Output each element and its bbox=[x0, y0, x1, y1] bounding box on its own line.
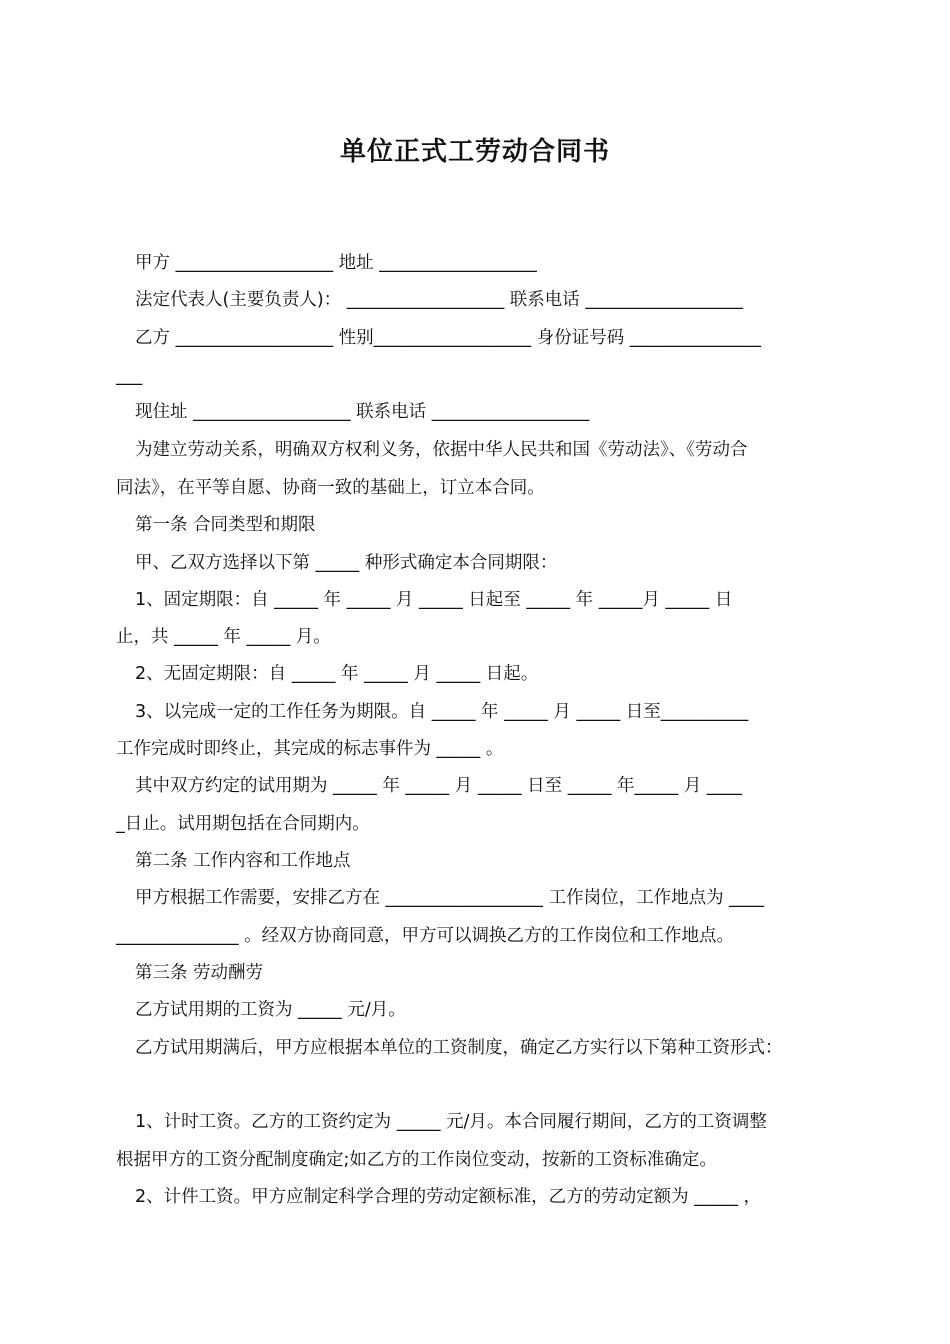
time-wage-line-2: 根据甲方的工资分配制度确定;如乙方的工作岗位变动，按新的工资标准确定。 bbox=[116, 1150, 717, 1170]
task-term-line-1: 3、以完成一定的工作任务为期限。自 _____ 年 _____ 月 _____ 日至__________ bbox=[135, 702, 749, 722]
fixed-term-line-2: 止，共 _____ 年 _____ 月。 bbox=[116, 627, 331, 647]
address-line: 现住址 __________________ 联系电话 __________________ bbox=[135, 402, 590, 422]
workplace-line-2: ______________ 。经双方协商同意，甲方可以调换乙方的工作岗位和工作地点。 bbox=[116, 926, 735, 946]
wage-form-line: 乙方试用期满后，甲方应根据本单位的工资制度，确定乙方实行以下第种工资形式： bbox=[135, 1038, 783, 1058]
piece-wage-line-1: 2、计件工资。甲方应制定科学合理的劳动定额标准，乙方的劳动定额为 _____ ， bbox=[135, 1187, 762, 1207]
open-term-line: 2、无固定期限：自 _____ 年 _____ 月 _____ 日起。 bbox=[135, 664, 539, 684]
task-term-line-2: 工作完成时即终止，其完成的标志事件为 _____ 。 bbox=[116, 739, 504, 759]
fixed-term-line-1: 1、固定期限：自 _____ 年 _____ 月 _____ 日起至 _____ 年 _____月 _____ 日 bbox=[135, 590, 733, 610]
probation-line-1: 其中双方约定的试用期为 _____ 年 _____ 月 _____ 日至 _____ 年_____ 月 ____ bbox=[135, 776, 742, 796]
article-1-heading: 第一条 合同类型和期限 bbox=[135, 515, 316, 535]
legal-rep-line: 法定代表人(主要负责人)： __________________ 联系电话 __________________ bbox=[135, 290, 743, 310]
preamble-line-2: 同法》，在平等自愿、协商一致的基础上，订立本合同。 bbox=[116, 478, 545, 498]
document-title: 单位正式工劳动合同书 bbox=[339, 137, 610, 167]
probation-line-2: _日止。试用期包括在合同期内。 bbox=[116, 814, 370, 834]
party-b-line: 乙方 __________________ 性别__________________ 身份证号码 _______________ bbox=[135, 328, 762, 348]
workplace-line-1: 甲方根据工作需要，安排乙方在 __________________ 工作岗位，工作地点为 ____ bbox=[135, 888, 765, 908]
probation-wage-line: 乙方试用期的工资为 _____ 元/月。 bbox=[135, 1000, 406, 1020]
article-2-heading: 第二条 工作内容和工作地点 bbox=[135, 851, 351, 871]
time-wage-line-1: 1、计时工资。乙方的工资约定为 _____ 元/月。本合同履行期间，乙方的工资调整 bbox=[135, 1112, 767, 1132]
article-1-intro: 甲、乙双方选择以下第 _____ 种形式确定本合同期限： bbox=[135, 553, 558, 573]
preamble-line-1: 为建立劳动关系，明确双方权利义务，依据中华人民共和国《劳动法》、《劳动合 bbox=[135, 440, 748, 460]
party-b-line-cont: ___ bbox=[116, 366, 143, 386]
party-a-line: 甲方 __________________ 地址 __________________ bbox=[135, 253, 537, 273]
article-3-heading: 第三条 劳动酬劳 bbox=[135, 963, 264, 983]
